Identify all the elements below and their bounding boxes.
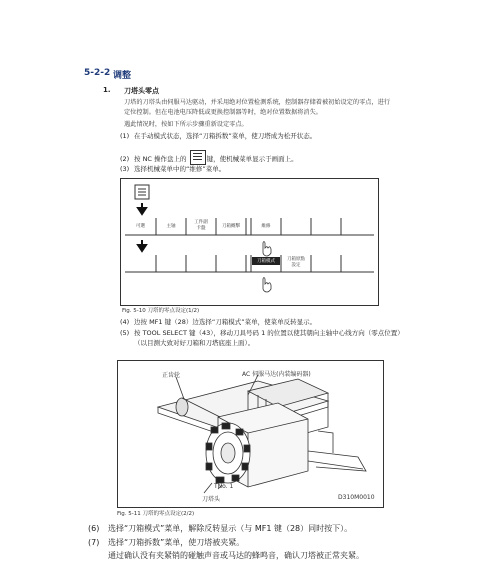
step-6: (6) 选择“刀箱模式”菜单，解除反转显示（与 MF1 键（28）同时按下）。: [88, 524, 353, 533]
turret-drawing-svg: [118, 361, 383, 507]
fig2-caption: Fig. 5-11 刀塔的零点设定(2/2): [117, 511, 195, 517]
step-5: (5) 按 TOOL SELECT 键（43），移动刀具号码 1 的位置以使其朝向主轴中心线方向（零点位置）: [120, 329, 404, 337]
hand-pointer-icon-2: [263, 278, 271, 293]
drawing-code: D310M0010: [338, 494, 375, 501]
label-spur-gear: 正齿轮: [162, 372, 181, 379]
section-title: 调整: [113, 71, 132, 81]
section-number: 5-2-2: [84, 68, 111, 78]
softkey-tool-mode: 刀箱模式: [257, 259, 275, 264]
label-ac-servo-motor: AC 伺服马达(内装编码器): [242, 371, 311, 378]
figure-menu-diagram: [120, 178, 379, 306]
softkey-r1-3: 工件副 卡盤: [194, 220, 208, 231]
hand-pointer-icon: [263, 242, 271, 257]
intro-line-3: 遇此情况时，按如下所示步骤重新设定零点。: [124, 121, 248, 128]
softkey-r1-1: 可選: [136, 224, 145, 229]
step-7-cont: 通过确认没有夹紧销的碰触声音或马达的蜂鸣音，确认刀塔被正常夹紧。: [108, 551, 364, 560]
softkey-r1-2: 主轴: [166, 224, 176, 229]
step-2: (2) 按 NC 操作盘上的 键，使机械菜单显示于画面上。: [120, 150, 298, 165]
step-3: (3) 选择机械菜单中的“维修”菜单。: [120, 165, 226, 173]
step-7: (7) 选择“刀箱拆数”菜单，使刀塔被夹紧。: [88, 538, 245, 547]
arrow-down-icon: [138, 203, 146, 214]
step-5-cont: （以目测大致对好刀箱和刀塔底座上面）。: [134, 339, 255, 347]
step-1: (1) 在手动模式状态，选择“刀箱拆数”菜单，使刀塔成为松开状态。: [120, 132, 317, 140]
softkey-r1-6: 維修: [261, 224, 271, 229]
intro-line-1: 刀塔的刀塔头由伺服马达驱动，并采用绝对位置检测系统，控制器存储着被初始设定的零点，进行: [124, 99, 391, 106]
menu-key-icon: [190, 150, 206, 165]
label-tno: TNo. 1: [214, 483, 234, 490]
softkey-origin-set: 刀箱原點 設定: [287, 257, 305, 268]
label-turret-head: 刀塔头: [202, 496, 221, 503]
softkey-r1-4: 刀箱概擊: [222, 224, 240, 229]
intro-line-2: 定位控制。但在电池电压降低或更换控制器等时，绝对位置数据将消失。: [124, 109, 322, 116]
step-4: (4) 边按 MF1 键（28）边选择“刀箱模式”菜单，使菜单反转显示。: [120, 318, 317, 326]
subsection-number: 1.: [103, 86, 111, 94]
arrow-down-icon-2: [138, 240, 146, 251]
fig1-caption: Fig. 5-10 刀塔的零点设定(1/2): [122, 308, 200, 314]
menu-diagram-svg: [121, 179, 378, 305]
figure-turret-drawing: [117, 360, 384, 508]
subsection-title: 刀塔头零点: [124, 87, 159, 95]
